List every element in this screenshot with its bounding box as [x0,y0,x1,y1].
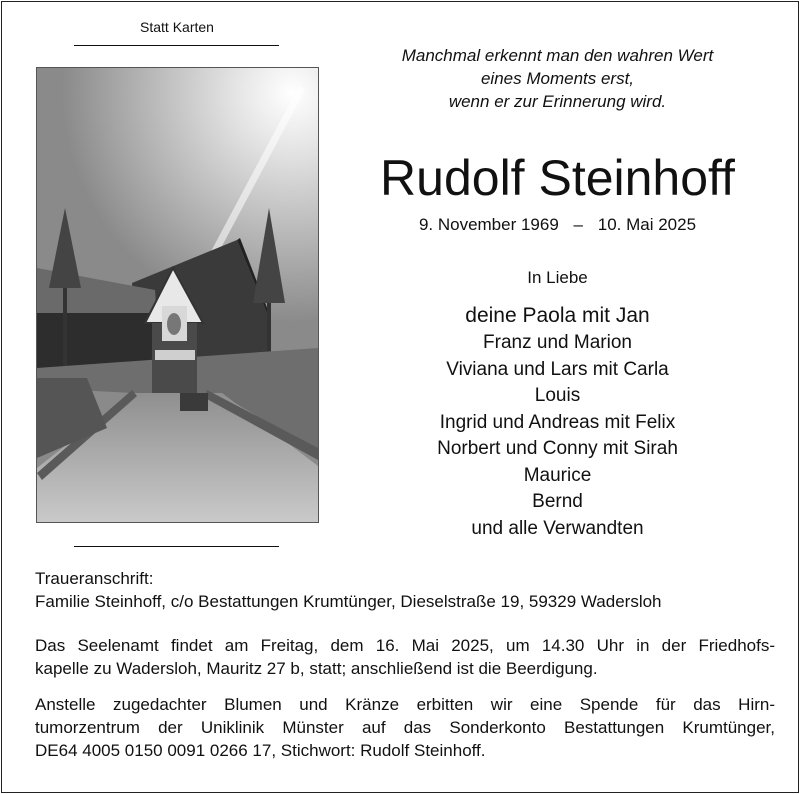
in-liebe-label: In Liebe [527,268,588,287]
service-line: Das Seelenamt findet am Freitag, dem 16. Mai 2025, um 14.30 Uhr in der Friedhofs- [35,636,775,655]
service-line: kapelle zu Wadersloh, Mauritz 27 b, statt; anschließend ist die Beerdigung. [35,659,598,678]
memorial-photo [36,67,319,523]
mourner-line: Ingrid und Andreas mit Felix [439,411,676,433]
mourner-line: Maurice [523,464,592,486]
address-label: Traueranschrift: [35,569,154,588]
memorial-quote [330,44,785,113]
quote-line: Manchmal erkennt man den wahren Wert [401,46,714,65]
donation-info [35,693,775,762]
donation-line: Anstelle zugedachter Blumen und Kränze erbitten wir eine Spende für das Hirn- [35,695,775,714]
birth-date: 9. November 1969 [418,215,559,234]
life-dates [330,215,785,235]
mourners-list [330,302,785,542]
donation-line: DE64 4005 0150 0091 0266 17, Stichwort: Rudolf Steinhoff. [35,741,486,760]
wayside-shrine-photo-icon [37,68,318,522]
date-dash: – [573,215,584,234]
quote-line: eines Moments erst, [480,69,635,88]
mourner-line: Franz und Marion [483,332,632,353]
death-date: 10. Mai 2025 [597,215,697,234]
mourner-line: und alle Verwandten [471,517,644,539]
mourner-line: Viviana und Lars mit Carla [446,358,669,380]
bottom-divider [74,546,279,547]
deceased-name: Rudolf Steinhoff [380,150,735,206]
mourner-line: Louis [534,385,581,406]
mourner-line: Norbert und Conny mit Sirah [437,438,678,459]
quote-line: wenn er zur Erinnerung wird. [448,92,667,111]
mourner-line: Bernd [532,491,583,512]
statt-karten-label: Statt Karten [140,19,214,35]
mourning-address [35,567,775,613]
address-text: Familie Steinhoff, c/o Bestattungen Krumtünger, Dieselstraße 19, 59329 Wadersloh [35,592,662,611]
donation-line: tumorzentrum der Uniklinik Münster auf das Sonderkonto Bestattungen Krumtünger, [35,718,775,737]
mourner-line: deine Paola mit Jan [465,304,650,327]
service-info [35,634,775,680]
top-divider [74,45,279,46]
